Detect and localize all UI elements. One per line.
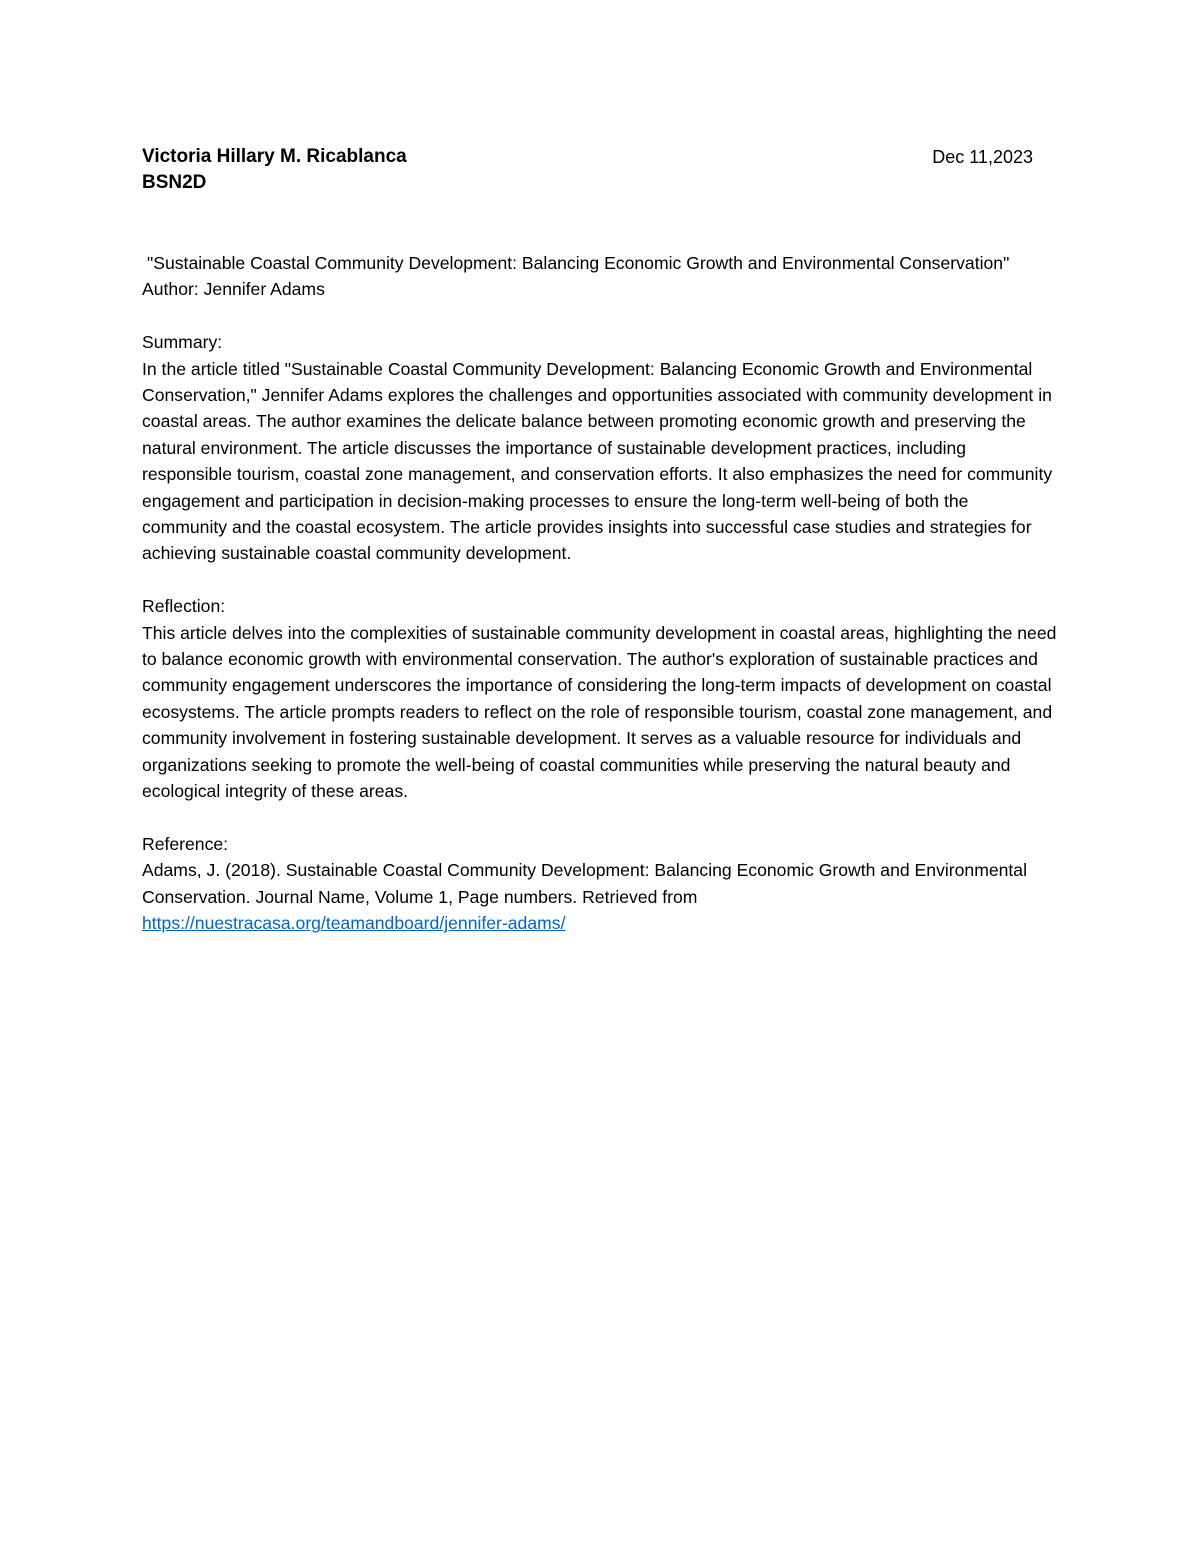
article-author: Author: Jennifer Adams	[142, 279, 325, 300]
article-title: "Sustainable Coastal Community Development: Balancing Economic Growth and Environmental Conservation"	[147, 253, 1010, 273]
summary-body: In the article titled "Sustainable Coastal Community Development: Balancing Economic Growth and Environmental Conservation," Jennifer Adams explores the challenges and opportunities associated with community development in coastal areas. The author examines the delicate balance between promoting economic growth and preserving the natural environment. The article discusses the importance of sustainable development practices, including responsible tourism, coastal zone management, and conservation efforts. It also emphasizes the need for community engagement and participation in decision-making processes to ensure the long-term well-being of both the community and the coastal ecosystem. The article provides insights into successful case studies and strategies for achieving sustainable coastal community development.	[142, 358, 1053, 564]
reference-link[interactable]: https://nuestracasa.org/teamandboard/jennifer-adams/	[142, 913, 566, 934]
document-page	[142, 140, 1057, 937]
spacer	[142, 805, 1057, 831]
summary-heading: Summary:	[142, 332, 223, 353]
reflection-section	[142, 593, 1057, 804]
reference-section	[142, 831, 1057, 937]
spacer	[142, 303, 1057, 329]
reflection-heading: Reflection:	[142, 596, 226, 617]
reflection-body: This article delves into the complexities of sustainable community development in coastal areas, highlighting the need to balance economic growth with environmental conservation. The author's exploration of sustainable practices and community engagement underscores the importance of considering the long-term impacts of development on coastal ecosystems. The article prompts readers to reflect on the role of responsible tourism, coastal zone management, and community involvement in fostering sustainable development. It serves as a valuable resource for individuals and organizations seeking to promote the well-being of coastal communities while preserving the natural beauty and ecological integrity of these areas.	[142, 622, 1057, 802]
summary-section	[142, 329, 1057, 567]
student-name: Victoria Hillary M. Ricablanca	[142, 146, 407, 167]
reference-heading: Reference:	[142, 833, 229, 854]
reference-citation: Adams, J. (2018). Sustainable Coastal Community Development: Balancing Economic Growth and Environmental Conservation. Journal Name, Volume 1, Page numbers. Retrieved from	[142, 860, 1028, 907]
article-info	[142, 250, 1057, 303]
document-header	[142, 140, 1057, 196]
reference-link-line	[142, 910, 1057, 936]
student-section: BSN2D	[142, 172, 207, 193]
document-date: Dec 11,2023	[932, 147, 1033, 167]
spacer	[142, 567, 1057, 593]
